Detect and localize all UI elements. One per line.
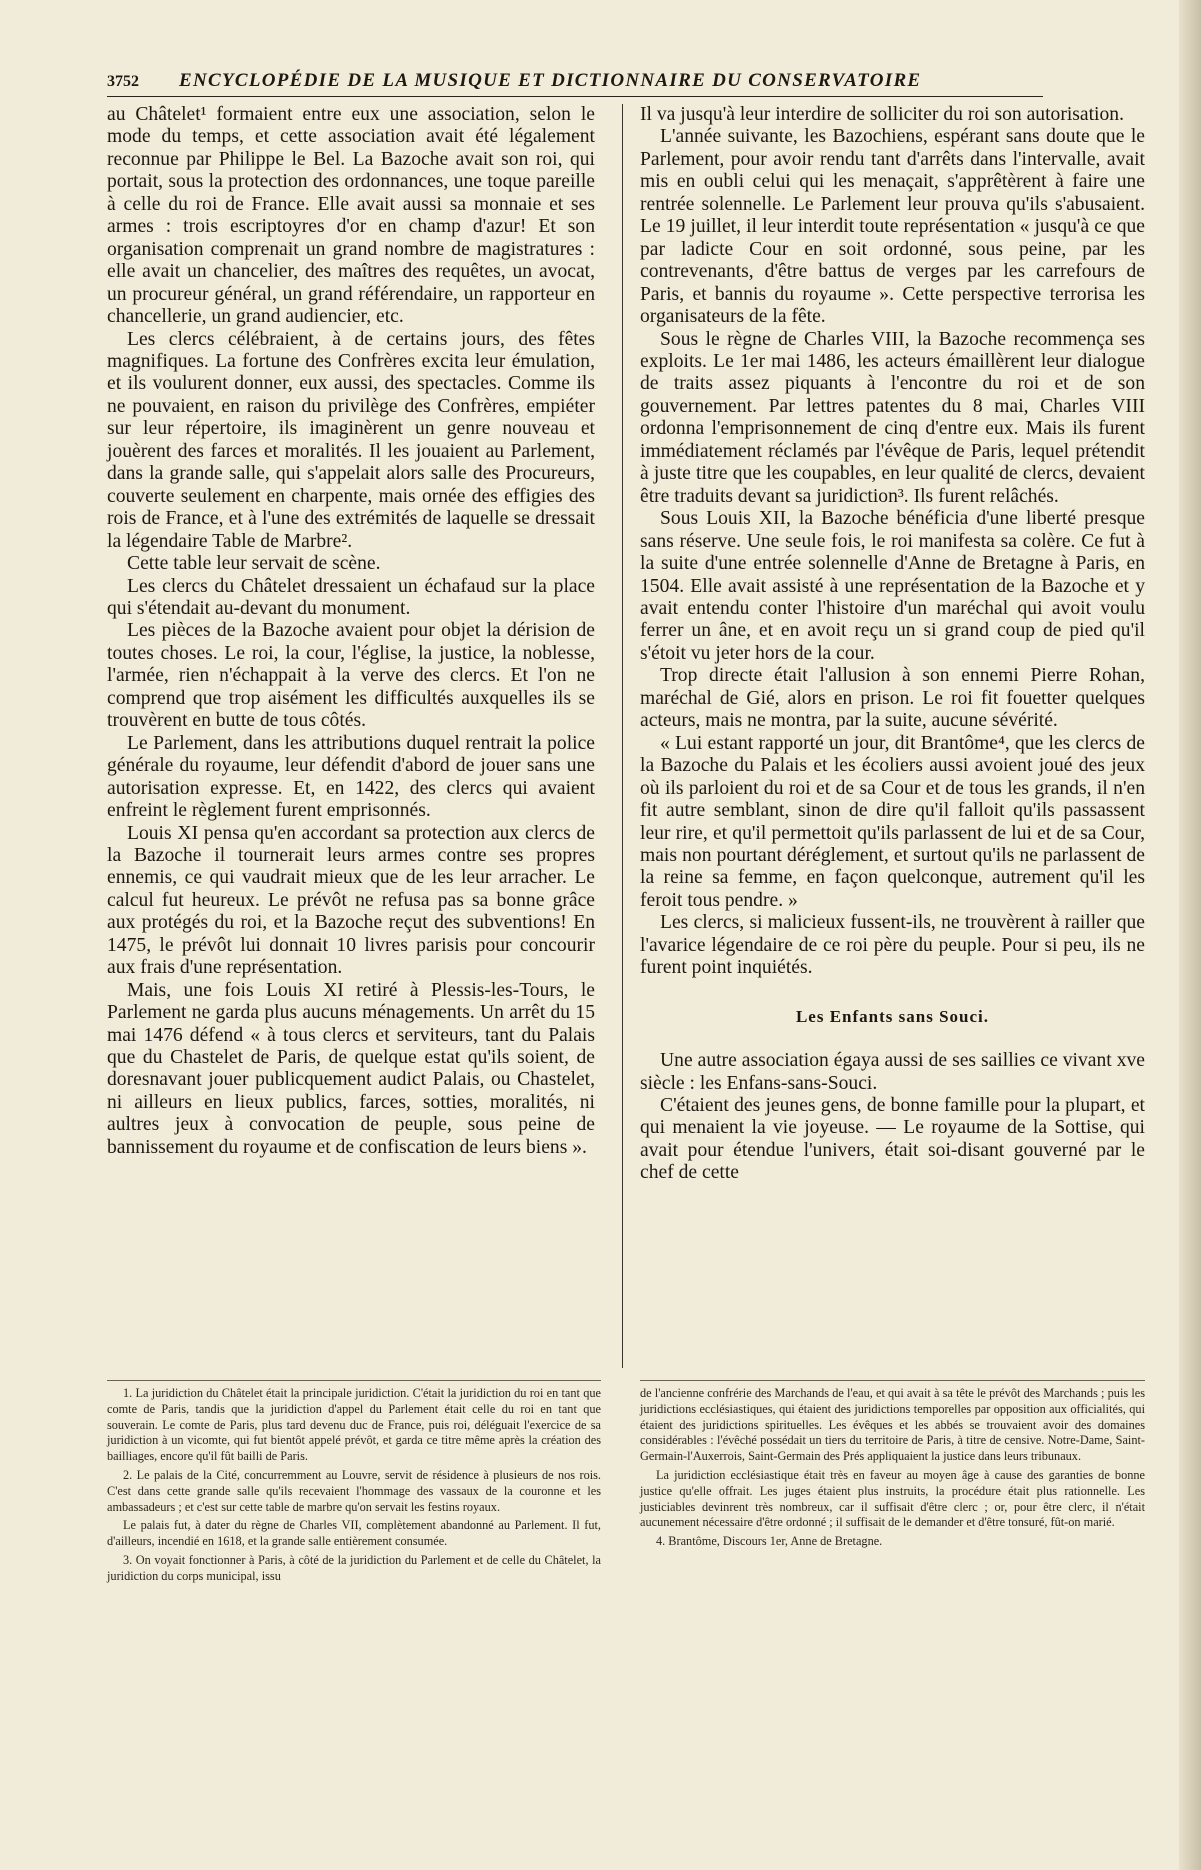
paragraph: Les clercs, si malicieux fussent-ils, ne trouvèrent à railler que l'avarice légendaire de ce roi père du peuple. Pour si peu, ils ne furent point inquiétés. xyxy=(640,912,1145,979)
running-header xyxy=(107,62,1043,97)
paragraph: « Lui estant rapporté un jour, dit Brantôme⁴, que les clercs de la Bazoche du Palais et les écoliers aussi avoient joué des jeux où ils parloient du roi et de sa Cour et de tous les grands, il n'en fit autre semblant, sinon de dire qu'il falloit qu'ils passassent leur rire, et qu'il permettoit qu'ils parlassent de lui et de sa Cour, mais non pourtant déréglement, et surtout qu'ils ne parlassent de la reine sa femme, en façon quelconque, autrement qu'il les feroit tous pendre. » xyxy=(640,732,1145,911)
paragraph: Cette table leur servait de scène. xyxy=(127,553,381,575)
paragraph: Le Parlement, dans les attributions duquel rentrait la police générale du royaume, leur défendit d'abord de jouer sans une autorisation expresse. Et, en 1422, des clercs qui avaient enfreint le règlement furent emprisonnés. xyxy=(107,732,595,822)
running-title: ENCYCLOPÉDIE DE LA MUSIQUE ET DICTIONNAIRE DU CONSERVATOIRE xyxy=(179,70,922,91)
page-edge xyxy=(1179,0,1201,1870)
footnote: 1. La juridiction du Châtelet était la principale juridiction. C'était la juridiction du roi en tant que comte de Paris, tandis que la juridiction d'appel du Parlement était celle du roi en tant que souverain. Le comte de Paris, plus tard devenu duc de France, puis roi, déléguait l'exercice de sa juridiction à un vicomte, qui fut bientôt appelé prévôt, et garda ce titre même après la création des bailliages, encore qu'il fût bailli de Paris. xyxy=(107,1386,601,1464)
paragraph: Sous Louis XII, la Bazoche bénéficia d'une liberté presque sans réserve. Une seule fois, le roi manifesta sa colère. Ce fut à la suite d'une entrée solennelle d'Anne de Bretagne à Paris, en 1504. Elle avait assisté à une représentation de la Bazoche et y avait entendu conter l'histoire d'un maréchal qui avoit voulu ferrer un âne, et en avoit reçu un si grand coup de pied qu'il s'étoit vu jeter hors de la cour. xyxy=(640,508,1145,664)
footnote-rule xyxy=(640,1380,1145,1381)
paragraph: Sous le règne de Charles VIII, la Bazoche recommença ses exploits. Le 1er mai 1486, les acteurs émaillèrent leur dialogue de traits assez piquants à l'encontre du roi et de son gouvernement. Par lettres patentes du 8 mai, Charles VIII ordonna l'emprisonnement de cinq d'entre eux. Mais ils furent immédiatement réclamés par l'évêque de Paris, lequel prétendit à juste titre que les coupables, en leur qualité de clercs, devaient être traduits devant sa juridiction³. Ils furent relâchés. xyxy=(640,328,1145,507)
paragraph: Mais, une fois Louis XI retiré à Plessis-les-Tours, le Parlement ne garda plus aucuns ménagements. Un arrêt du 15 mai 1476 défend « à tous clercs et serviteurs, tant du Palais que du Chastelet de Paris, de quelque estat qu'ils soient, de doresnavant jouer publicquement audict Palais, ou Chastelet, ni ailleurs en lieux publics, farces, sotties, moralités, ni aultres jeux à convocation de peuple, sous peine de bannissement du royaume et de confiscation de leurs biens ». xyxy=(107,979,595,1158)
paragraph: Les pièces de la Bazoche avaient pour objet la dérision de toutes choses. Le roi, la cour, l'église, la justice, la noblesse, l'armée, rien n'échappait à la verve des clercs. Et l'on ne comprend que trop aisément les difficultés auxquelles ils se trouvèrent en butte de tous côtés. xyxy=(107,620,595,732)
paragraph: Il va jusqu'à leur interdire de solliciter du roi son autorisation. xyxy=(640,104,1124,125)
footnotes-left xyxy=(107,1386,601,1588)
paragraph: Louis XI pensa qu'en accordant sa protection aux clercs de la Bazoche il tournerait leurs armes contre ses propres ennemis, ce qui vaudrait mieux que de les leur arracher. Le calcul fut heureux. Le prévôt ne refusa pas sa bonne grâce aux protégés du roi, et la Bazoche reçut des subventions! En 1475, le prévôt lui donnait 10 livres parisis pour concourir aux frais d'une représentation. xyxy=(107,822,595,979)
footnote-rule xyxy=(107,1380,601,1381)
paragraph: Une autre association égaya aussi de ses saillies ce vivant xve siècle : les Enfans-sans-Souci. xyxy=(640,1050,1145,1094)
paragraph: au Châtelet¹ formaient entre eux une association, selon le mode du temps, et cette association avait été légalement reconnue par Philippe le Bel. La Bazoche avait son roi, qui portait, sous la protection des ordonnances, une toque pareille à celle du roi de France. Elle avait aussi sa monnaie et ses armes : trois escriptoyres d'or en champ d'azur! Et son organisation comprenait un grand nombre de magistratures : elle avait un chancelier, des maîtres des requêtes, un avocat, un procureur général, un grand référendaire, un rapporteur en chancellerie, un grand audiencier, etc. xyxy=(107,104,595,328)
paragraph: Les clercs du Châtelet dressaient un échafaud sur la place qui s'étendait au-devant du monument. xyxy=(107,575,595,619)
footnotes-right xyxy=(640,1386,1145,1553)
right-column xyxy=(640,104,1145,1185)
page-number: 3752 xyxy=(107,73,139,90)
footnote: 3. On voyait fonctionner à Paris, à côté de la juridiction du Parlement et de celle du Châtelet, la juridiction du corps municipal, issu xyxy=(107,1552,601,1583)
paragraph: L'année suivante, les Bazochiens, espérant sans doute que le Parlement, pour avoir rendu tant d'arrêts dans l'intervalle, avait mis en oubli celui qui les menaçait, s'apprêtèrent à faire une rentrée solennelle. Le Parlement leur prouva qu'ils s'abusaient. Le 19 juillet, il leur interdit toute représentation « jusqu'à ce que par ladicte Cour en soit ordonné, sous peine, par les contrevenants, d'être battus de verges par les carrefours de Paris, et bannis du royaume ». Cette perspective terrorisa les organisateurs de la fête. xyxy=(640,126,1145,328)
section-title: Les Enfants sans Souci. xyxy=(795,1006,990,1026)
paragraph: Les clercs célébraient, à de certains jours, des fêtes magnifiques. La fortune des Confrères excita leur émulation, et ils voulurent donner, eux aussi, des spectacles. Comme ils ne pouvaient, en raison du privilège des Confrères, empiéter sur leur répertoire, ils imaginèrent un genre nouveau et jouèrent des farces et moralités. Il les jouaient au Parlement, dans la grande salle, qui s'appelait alors salle des Procureurs, couverte seulement en charpente, mais ornée des effigies des rois de France, et à l'une des extrémités de laquelle se dressait la légendaire Table de Marbre². xyxy=(107,328,595,552)
paragraph: Trop directe était l'allusion à son ennemi Pierre Rohan, maréchal de Gié, alors en prison. Le roi fit fouetter quelques acteurs, mais ne montra, par la suite, aucune sévérité. xyxy=(640,665,1145,732)
footnote: La juridiction ecclésiastique était très en faveur au moyen âge à cause des garanties de bonne justice qu'elle offrait. Les juges étaient plus instruits, la procédure était plus rationnelle. Les justiciables devinrent très nombreux, car il suffisait d'être clerc ; or, pour être clerc, il n'était aucunement nécessaire d'être ordonné ; il suffisait de le demander et d'être tonsuré, fût-on marié. xyxy=(640,1467,1145,1530)
column-divider xyxy=(622,104,623,1368)
left-column xyxy=(107,104,595,1159)
footnote: Le palais fut, à dater du règne de Charles VII, complètement abandonné au Parlement. Il fut, d'ailleurs, incendié en 1618, et la grande salle entièrement consumée. xyxy=(107,1518,601,1549)
footnote: 2. Le palais de la Cité, concurremment au Louvre, servit de résidence à plusieurs de nos rois. C'est dans cette grande salle qu'ils recevaient l'hommage des vassaux de la couronne et les ambassadeurs ; et c'est sur cette table de marbre qu'on servait les festins royaux. xyxy=(107,1467,601,1514)
footnote: de l'ancienne confrérie des Marchands de l'eau, et qui avait à sa tête le prévôt des Marchands ; puis les juridictions ecclésiastiques, qui étaient des juridictions temporelles par opposition aux officialités, qui étaient des juridictions spirituelles. Les évêques et les abbés se trouvaient avoir des domaines considérables : l'évêché possédait un tiers du territoire de Paris, à titre de censive. Notre-Dame, Saint-Germain-l'Auxerrois, Saint-Germain des Prés appliquaient la justice dans leurs tribunaux. xyxy=(640,1386,1145,1464)
footnote: 4. Brantôme, Discours 1er, Anne de Bretagne. xyxy=(656,1534,883,1549)
paragraph: C'étaient des jeunes gens, de bonne famille pour la plupart, et qui menaient la vie joyeuse. — Le royaume de la Sottise, qui avait pour étendue l'univers, était soi-disant gouverné par le chef de cette xyxy=(640,1095,1145,1184)
